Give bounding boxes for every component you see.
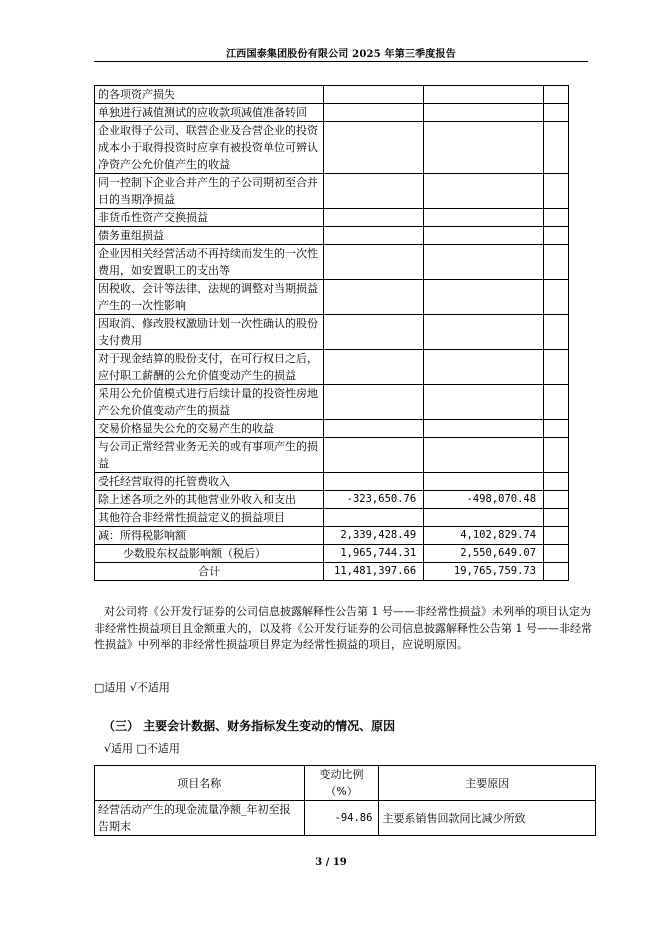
cell-current [324, 473, 424, 491]
row-label: 单独进行减值测试的应收款项减值准备转回 [95, 104, 324, 122]
table-row-total [95, 563, 569, 581]
row-label: 合计 [95, 563, 324, 581]
table-row [95, 280, 569, 315]
row-label: 企业取得子公司、联营企业及合营企业的投资成本小于取得投资时应享有被投资单位可辨认净资产公允价值产生的收益 [95, 122, 324, 174]
cell-ytd [424, 438, 544, 473]
table-row [95, 438, 569, 473]
table-row [95, 104, 569, 122]
cell-note [544, 509, 569, 527]
cell-current: 2,339,428.49 [324, 527, 424, 545]
row-label: 同一控制下企业合并产生的子公司期初至合并日的当期净损益 [95, 174, 324, 209]
cell-current [324, 509, 424, 527]
key-data-change-table [94, 765, 596, 836]
cell-note [544, 104, 569, 122]
table-row [95, 385, 569, 420]
cell-current [324, 104, 424, 122]
cell-current [324, 438, 424, 473]
cell-ytd [424, 350, 544, 385]
table-row [95, 86, 569, 104]
table-row [95, 245, 569, 280]
cell-current [324, 280, 424, 315]
cell-ytd [424, 122, 544, 174]
header-item-name: 项目名称 [95, 766, 305, 801]
table-row [95, 420, 569, 438]
table-row [95, 545, 569, 563]
header-rule [94, 61, 588, 62]
row-label: 其他符合非经常性损益定义的损益项目 [95, 509, 324, 527]
cell-ytd: 19,765,759.73 [424, 563, 544, 581]
cell-ytd [424, 227, 544, 245]
row-label: 的各项资产损失 [95, 86, 324, 104]
cell-ytd: 4,102,829.74 [424, 527, 544, 545]
cell-ytd: -498,070.48 [424, 491, 544, 509]
cell-current: 1,965,744.31 [324, 545, 424, 563]
cell-note [544, 122, 569, 174]
cell-note [544, 545, 569, 563]
cell-current [324, 315, 424, 350]
cell-note [544, 86, 569, 104]
page-number: 3 / 19 [315, 857, 347, 868]
cell-note [544, 420, 569, 438]
table-row [95, 509, 569, 527]
cell-ytd [424, 280, 544, 315]
cell-note [544, 563, 569, 581]
cell-item-name: 经营活动产生的现金流量净额_年初至报告期末 [95, 801, 305, 836]
cell-current: -323,650.76 [324, 491, 424, 509]
cell-current [324, 227, 424, 245]
row-label: 除上述各项之外的其他营业外收入和支出 [95, 491, 324, 509]
cell-ytd [424, 420, 544, 438]
table-row [95, 801, 596, 836]
row-label: 减：所得税影响额 [95, 527, 324, 545]
section-heading: （三） 主要会计数据、财务指标发生变动的情况、原因 [103, 719, 396, 733]
row-label: 因取消、修改股权激励计划一次性确认的股份支付费用 [95, 315, 324, 350]
header-main-reason: 主要原因 [379, 766, 596, 801]
cell-current [324, 122, 424, 174]
table-row [95, 350, 569, 385]
cell-current [324, 245, 424, 280]
table-row [95, 315, 569, 350]
cell-ytd: 2,550,649.07 [424, 545, 544, 563]
cell-current [324, 86, 424, 104]
table-row [95, 122, 569, 174]
cell-current [324, 350, 424, 385]
cell-current [324, 209, 424, 227]
header-change-ratio: 变动比例（%） [304, 766, 379, 801]
explanation-text: 对公司将《公开发行证券的公司信息披露解释性公告第 1 号——非经常性损益》未列举的项目认定为非经常性损益项目且金额重大的，以及将《公开发行证券的公司信息披露解释性公告第 1 号——非经常性损益》中列举的非经常性损益项目界定为经常性损益的项目，应说明原因。 [94, 605, 592, 651]
cell-note [544, 527, 569, 545]
cell-current [324, 420, 424, 438]
row-label: 企业因相关经营活动不再持续而发生的一次性费用，如安置职工的支出等 [95, 245, 324, 280]
table-row [95, 209, 569, 227]
cell-ytd [424, 174, 544, 209]
row-label: 因税收、会计等法律、法规的调整对当期损益产生的一次性影响 [95, 280, 324, 315]
table-header-row [95, 766, 596, 801]
cell-note [544, 473, 569, 491]
cell-note [544, 280, 569, 315]
applicability-note-1: □适用 √不适用 [94, 681, 170, 694]
row-label: 采用公允价值模式进行后续计量的投资性房地产公允价值变动产生的损益 [95, 385, 324, 420]
row-label: 债务重组损益 [95, 227, 324, 245]
cell-ytd [424, 315, 544, 350]
cell-current [324, 174, 424, 209]
non-recurring-gains-table [94, 85, 569, 581]
cell-ytd [424, 209, 544, 227]
applicability-note-2: √适用 □不适用 [104, 742, 180, 755]
cell-note [544, 385, 569, 420]
cell-current [324, 385, 424, 420]
cell-ytd [424, 86, 544, 104]
cell-ytd [424, 473, 544, 491]
table-row [95, 473, 569, 491]
explanation-paragraph [94, 604, 592, 654]
cell-note [544, 209, 569, 227]
cell-note [544, 315, 569, 350]
row-label: 交易价格显失公允的交易产生的收益 [95, 420, 324, 438]
cell-note [544, 350, 569, 385]
cell-note [544, 491, 569, 509]
cell-ytd [424, 385, 544, 420]
cell-ytd [424, 509, 544, 527]
row-label: 非货币性资产交换损益 [95, 209, 324, 227]
page-header: 江西国泰集团股份有限公司 2025 年第三季度报告 [226, 49, 456, 60]
table-row [95, 527, 569, 545]
table-row [95, 491, 569, 509]
cell-current: 11,481,397.66 [324, 563, 424, 581]
row-label: 与公司正常经营业务无关的或有事项产生的损益 [95, 438, 324, 473]
cell-change-ratio: -94.86 [304, 801, 379, 836]
cell-main-reason: 主要系销售回款同比减少所致 [379, 801, 596, 836]
cell-note [544, 245, 569, 280]
row-label: 受托经营取得的托管费收入 [95, 473, 324, 491]
cell-ytd [424, 245, 544, 280]
cell-note [544, 227, 569, 245]
table-row [95, 174, 569, 209]
row-label: 对于现金结算的股份支付，在可行权日之后，应付职工薪酬的公允价值变动产生的损益 [95, 350, 324, 385]
cell-note [544, 438, 569, 473]
table-row [95, 227, 569, 245]
row-label: 少数股东权益影响额（税后） [95, 545, 324, 563]
cell-ytd [424, 104, 544, 122]
cell-note [544, 174, 569, 209]
